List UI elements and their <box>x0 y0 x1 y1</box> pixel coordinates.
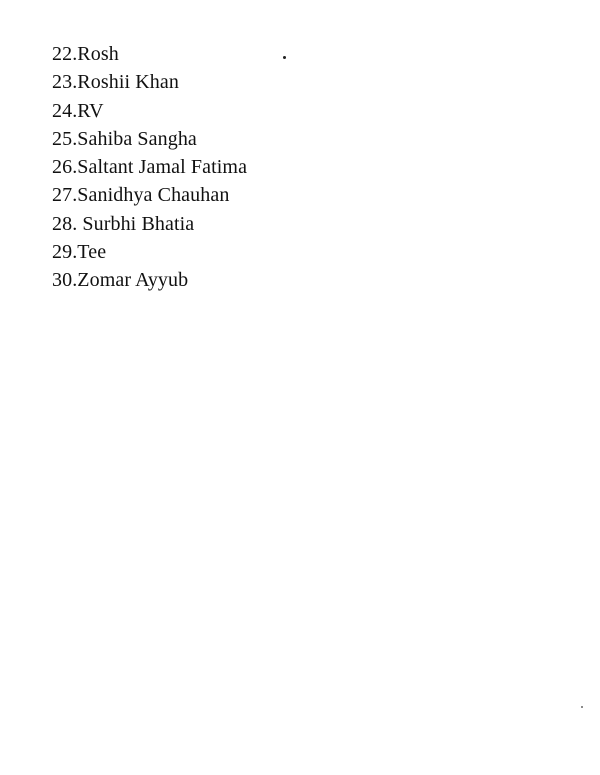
list-item: 22.Rosh <box>52 43 119 65</box>
list-item: 25.Sahiba Sangha <box>52 127 197 150</box>
scan-speck <box>581 706 583 708</box>
list-item: 27.Sanidhya Chauhan <box>52 184 230 207</box>
list-item: 29.Tee <box>52 241 107 264</box>
list-item: 28. Surbhi Bhatia <box>52 212 195 235</box>
list-item: 26.Saltant Jamal Fatima <box>52 156 248 179</box>
list-item: 23.Roshii Khan <box>52 71 179 94</box>
scan-speck <box>283 56 286 59</box>
list-item: 30.Zomar Ayyub <box>52 269 189 292</box>
name-list <box>52 40 247 295</box>
list-item: 24.RV <box>52 99 104 122</box>
